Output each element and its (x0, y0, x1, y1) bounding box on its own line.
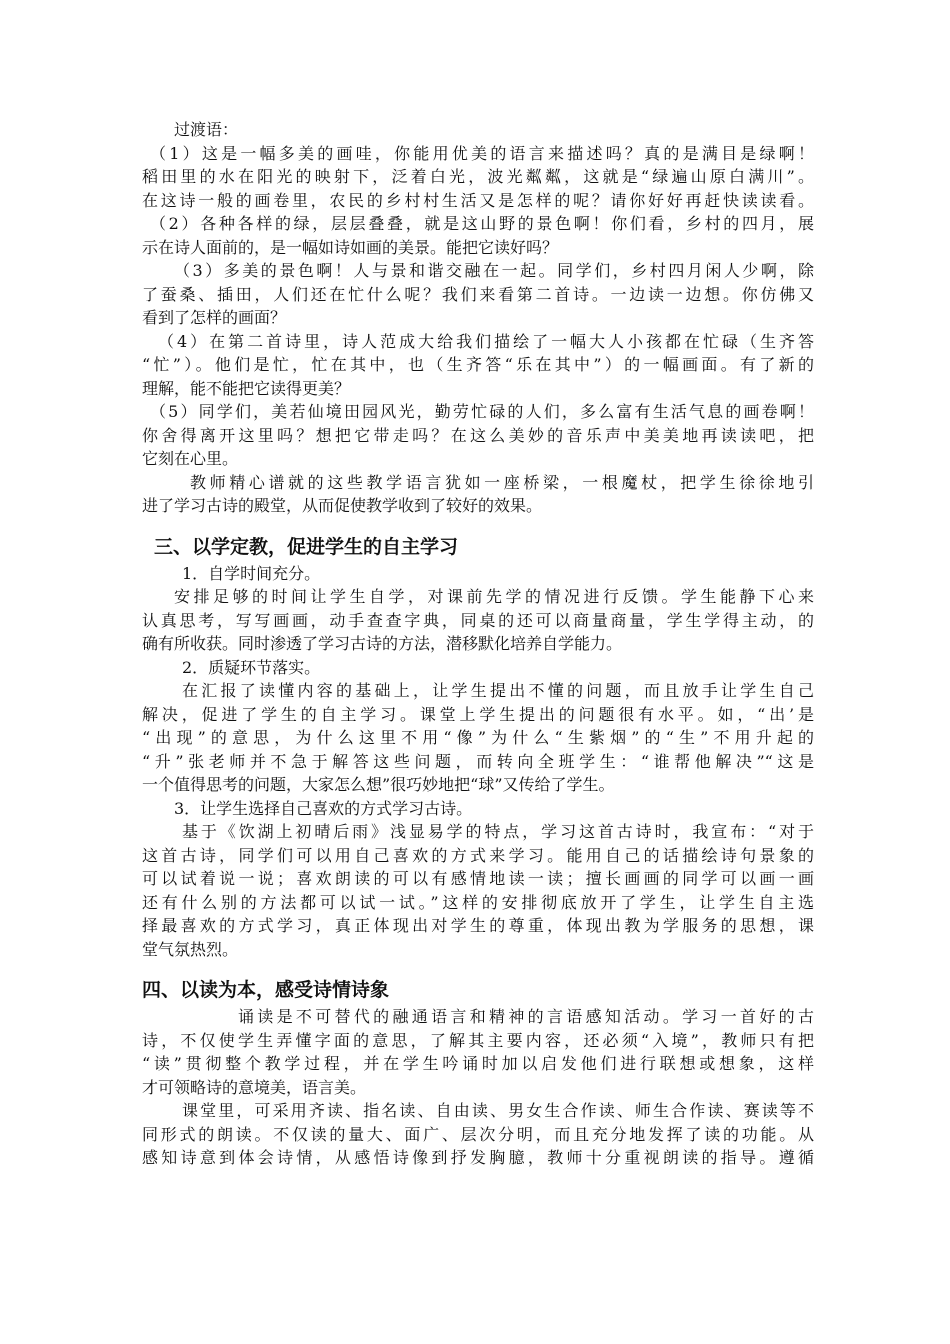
paragraph-line: 理解，能不能把它读得更美？ (142, 378, 351, 398)
paragraph-line: （2）各种各样的绿，层层叠叠，就是这山野的景色啊！你们看，乡村的四月，展 (150, 214, 814, 233)
section-3-item-1-body (142, 585, 814, 656)
paragraph-line: 感知诗意到体会诗情，从感悟诗像到抒发胸臆，教师十分重视朗读的指导。遵循 (142, 1148, 814, 1167)
paragraph-line: “忙”）。他们是忙，忙在其中，也（生齐答“乐在其中”）的一幅画面。有了新的 (142, 355, 814, 374)
paragraph-line: 还有什么别的方法都可以试一试。”这样的安排彻底放开了学生，让学生自主选 (142, 892, 814, 912)
paragraph-line: 认真思考，写写画画，动手查查字典，同桌的还可以商量商量，学生学得主动，的 (142, 610, 814, 630)
paragraph-line: 择最喜欢的方式学习，真正体现出对学生的尊重，体现出教为学服务的思想，课 (142, 916, 814, 935)
transition-paragraph-1 (142, 142, 814, 213)
paragraph-line: “读”贯彻整个教学过程，并在学生吟诵时加以启发他们进行联想或想象，这样 (142, 1054, 814, 1073)
paragraph-line: 看到了怎样的画面？ (142, 308, 287, 327)
section-4-heading: 四、以读为本，感受诗情诗象 (142, 979, 390, 1001)
paragraph-line: （1）这是一幅多美的画哇，你能用优美的语言来描述吗？真的是满目是绿啊！ (150, 143, 814, 163)
section-4-paragraph-2 (142, 1099, 814, 1170)
paragraph-line: 这首古诗，同学们可以用自己喜欢的方式来学习。能用自己的话描绘诗句景象的 (142, 845, 814, 865)
paragraph-line: 同形式的朗读。不仅读的量大、面广、层次分明，而且充分地发挥了读的功能。从 (142, 1124, 814, 1144)
paragraph-line: 安排足够的时间让学生自学，对课前先学的情况进行反馈。学生能静下心来 (174, 587, 814, 606)
paragraph-line: 一个值得思考的问题，大家怎么想”很巧妙地把“球”又传给了学生。 (142, 775, 615, 794)
paragraph-line: （5）同学们，美若仙境田园风光，勤劳忙碌的人们，多么富有生活气息的画卷啊！ (150, 402, 814, 421)
paragraph-line: 在这诗一般的画卷里，农民的乡村村生活又是怎样的呢？请你好好再赶快读读看。 (142, 190, 814, 210)
transition-paragraph-4 (142, 330, 814, 401)
section-3-heading: 三、以学定教，促进学生的自主学习 (154, 535, 459, 558)
paragraph-line: 它刻在心里。 (142, 449, 239, 468)
paragraph-line: 诵读是不可替代的融通语言和精神的言语感知活动。学习一首好的古 (238, 1007, 814, 1026)
paragraph-line: 课堂里，可采用齐读、指名读、自由读、男女生合作读、师生合作读、赛读等不 (182, 1101, 814, 1120)
transition-summary (142, 471, 814, 518)
paragraph-line: 基于《饮湖上初晴后雨》浅显易学的特点，学习这首古诗时，我宣布：“对于 (182, 822, 814, 841)
paragraph-line: 堂气氛热烈。 (142, 939, 239, 959)
paragraph-line: 你舍得离开这里吗？想把它带走吗？在这么美妙的音乐声中美美地再读读吧，把 (142, 425, 814, 445)
paragraph-line: “升”张老师并不急于解答这些问题，而转向全班学生：“谁帮他解决”“这是 (142, 751, 814, 771)
section-3-item-1-title: 1．自学时间充分。 (182, 563, 321, 583)
paragraph-line: 确有所收获。同时渗透了学习古诗的方法，潜移默化培养自学能力。 (142, 634, 623, 653)
paragraph-line: 才可领略诗的意境美，语言美。 (142, 1077, 367, 1097)
transition-paragraph-3 (142, 259, 814, 330)
paragraph-line: 解决，促进了学生的自主学习。课堂上学生提出的问题很有水平。如，“出’是 (142, 704, 814, 724)
section-3-item-2-title: 2．质疑环节落实。 (182, 657, 321, 677)
section-4-paragraph-1 (142, 1005, 814, 1099)
transition-paragraph-5 (142, 400, 814, 471)
transition-paragraph-2 (142, 212, 814, 259)
section-3-item-2-body (142, 679, 814, 797)
section-3-item-3-body (142, 820, 814, 961)
paragraph-line: 进了学习古诗的殿堂，从而促使教学收到了较好的效果。 (142, 496, 543, 515)
paragraph-line: 诗，不仅使学生弄懂字面的意思，了解其主要内容，还必须“入境”，教师只有把 (142, 1030, 814, 1050)
paragraph-line: （3）多美的景色啊！人与景和谐交融在一起。同学们，乡村四月闲人少啊，除 (174, 261, 814, 280)
document-page (142, 118, 814, 1170)
section-3-item-3-title: 3．让学生选择自己喜欢的方式学习古诗。 (174, 798, 473, 818)
paragraph-line: 可以试着说一说；喜欢朗读的可以有感情地读一读；擅长画画的同学可以画一画 (142, 869, 814, 888)
paragraph-line: 示在诗人面前的，是一幅如诗如画的美景。能把它读好吗？ (142, 237, 559, 257)
paragraph-line: 了蚕桑、插田，人们还在忙什么呢？我们来看第二首诗。一边读一边想。你仿佛又 (142, 284, 814, 304)
paragraph-line: （4）在第二首诗里，诗人范成大给我们描绘了一幅大人小孩都在忙碌（生齐答 (158, 331, 814, 351)
paragraph-line: 教师精心谱就的这些教学语言犹如一座桥梁，一根魔杖，把学生徐徐地引 (190, 472, 814, 492)
paragraph-line: “出现”的意思，为什么这里不用“像”为什么“生紫烟”的“生”不用升起的 (142, 728, 814, 747)
paragraph-line: 稻田里的水在阳光的映射下，泛着白光，波光粼粼，这就是“绿遍山原白满川”。 (142, 167, 814, 186)
transition-label: 过渡语： (174, 120, 239, 139)
paragraph-line: 在汇报了读懂内容的基础上，让学生提出不懂的问题，而且放手让学生自己 (182, 681, 814, 700)
